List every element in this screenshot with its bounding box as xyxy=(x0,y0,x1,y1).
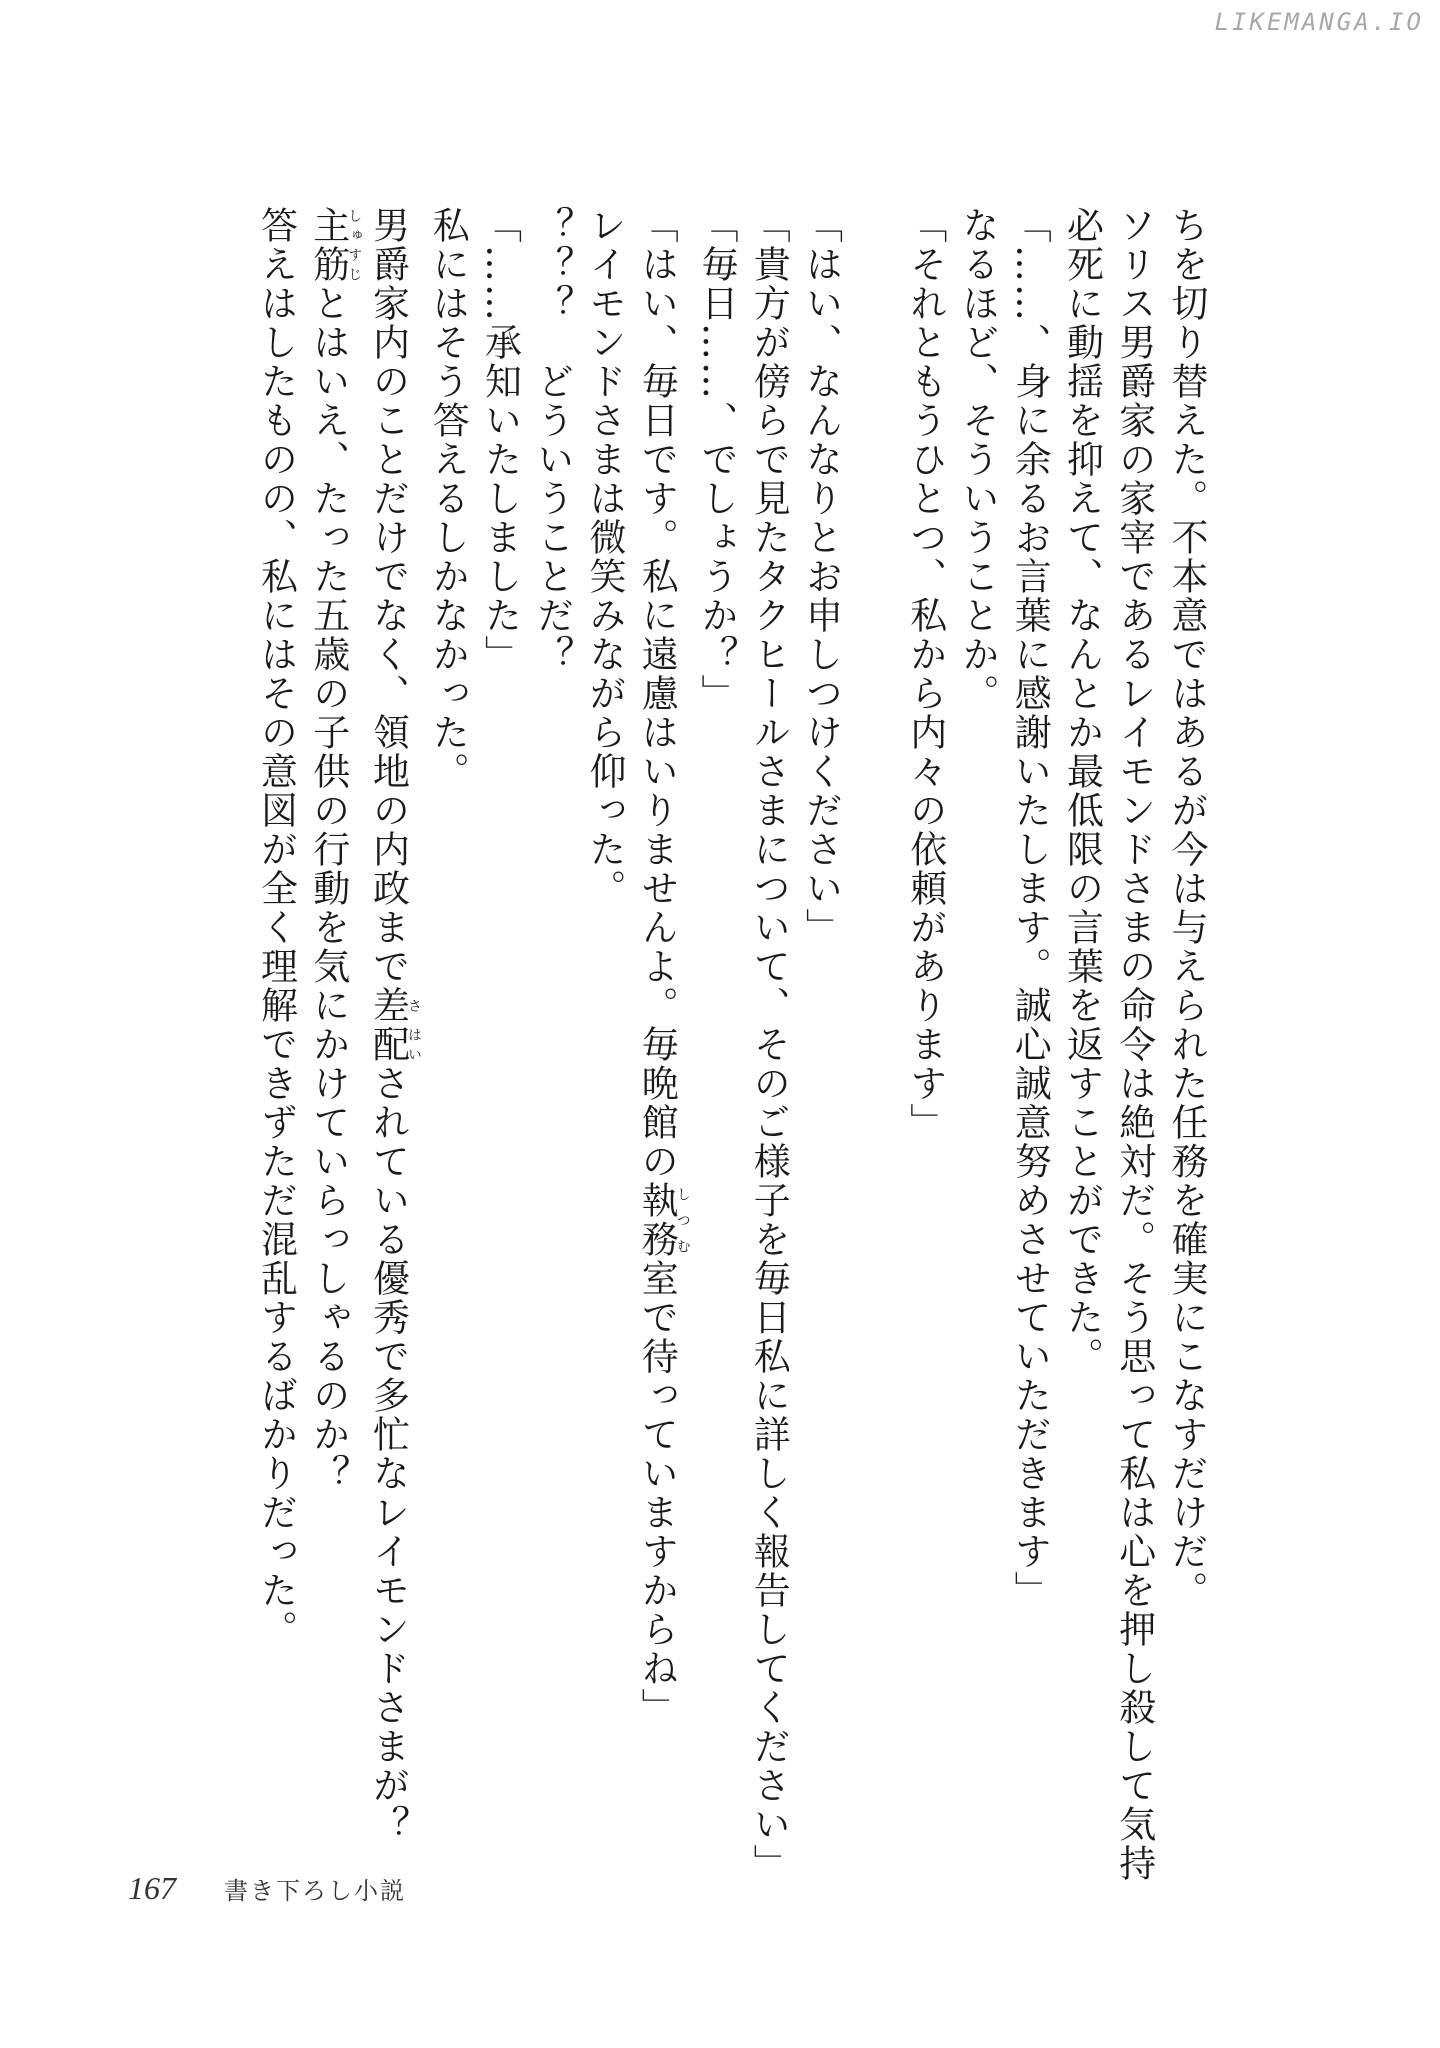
text-line: 「はい、なんなりとお申しつけください」 xyxy=(799,206,843,947)
text-line: 「はい、毎日です。私に遠慮はいりませんよ。毎晩館の執務しつむ室で待っていますからね」 xyxy=(635,206,691,1727)
text-line: レイモンドさまは微笑みながら仰った。 xyxy=(583,206,626,908)
text-line: ソリス男爵家の家宰であるレイモンドさまの命令は絶対だ。そう思って私は心を押し殺して気持 xyxy=(1112,206,1156,1883)
text-line: 「それともうひとつ、私から内々の依頼があります」 xyxy=(903,206,947,1142)
text-line: ？？？ どういうことだ？ xyxy=(530,206,574,674)
text-line: 答えはしたものの、私にはその意図が全く理解できずただ混乱するばかりだった。 xyxy=(254,206,298,1649)
text-line: 「毎日……、でしょうか？」 xyxy=(695,206,738,713)
text-line: ちを切り替えた。不本意ではあるが今は与えられた任務を確実にこなすだけだ。 xyxy=(1165,206,1208,1610)
furigana: 主筋しゅすじ xyxy=(306,206,363,284)
furigana: 差さ xyxy=(366,986,422,1025)
page-footer xyxy=(128,1870,406,1907)
text-line: 「……、身に余るお言葉に感謝いたします。誠心誠意努めさせていただきます」 xyxy=(1008,206,1052,1610)
text-line: 「貴方が傍らで見たタクヒールさまについて、そのご様子を毎日私に詳しく報告してください」 xyxy=(747,206,791,1883)
text-line: 私にはそう答えるしかなかった。 xyxy=(426,206,470,791)
running-title: 書き下ろし小説 xyxy=(224,1877,406,1905)
watermark: LIKEMANGA.IO xyxy=(1214,8,1424,36)
text-line: 必死に動揺を抑えて、なんとか最低限の言葉を返すことができた。 xyxy=(1060,206,1104,1376)
text-line: 主筋しゅすじとはいえ、たった五歳の子供の行動を気にかけていらっしゃるのか？ xyxy=(306,206,363,1493)
text-line: 男爵家内のことだけでなく、領地の内政まで差さ配はいされている優秀で多忙なレイモンドさまが？ xyxy=(366,206,422,1844)
furigana: 執務しつむ xyxy=(635,1181,691,1259)
page-number: 167 xyxy=(128,1870,176,1906)
text-line: 「……承知いたしました」 xyxy=(478,206,522,674)
furigana: 配はい xyxy=(366,1025,422,1064)
novel-body-text xyxy=(132,206,1212,1883)
text-line: なるほど、そういうことか。 xyxy=(956,206,999,713)
